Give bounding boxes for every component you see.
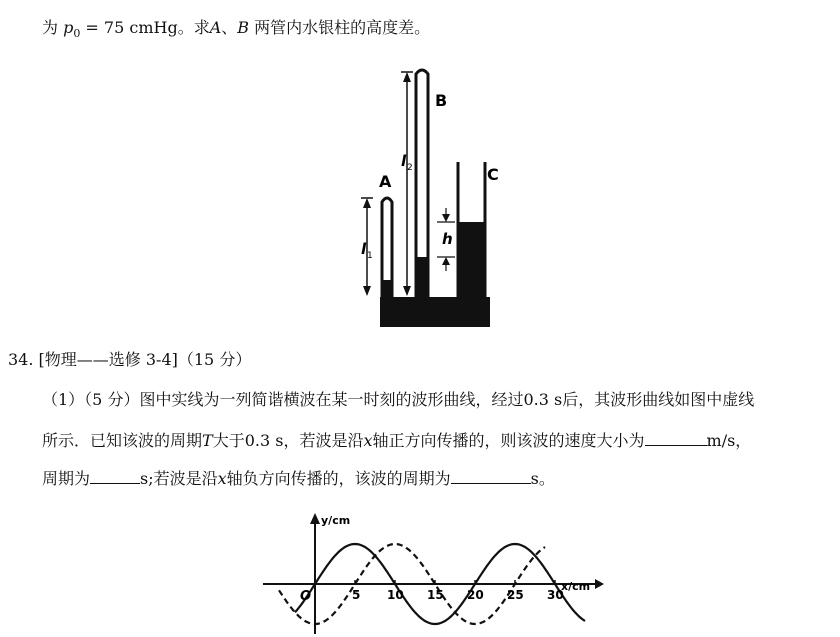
- p0-symbol: p: [63, 18, 74, 37]
- p2-period-symbol: T: [202, 431, 213, 450]
- x-axis-label: x/cm: [561, 580, 591, 593]
- p3-text-a: 周期为: [42, 469, 91, 488]
- p2-text-b: 大于: [212, 431, 245, 450]
- label-b: B: [435, 91, 448, 110]
- p3-text-c: 轴负方向传播的，该波的周期为: [226, 469, 451, 488]
- p3-text-b: s;若波是沿: [140, 469, 218, 488]
- p2-text-f: ，: [735, 431, 752, 450]
- y-axis-arrowhead: [310, 513, 320, 524]
- p2-text-a: 所示．已知该波的周期: [42, 431, 203, 450]
- l2-arrowhead-top: [403, 72, 411, 82]
- x-tick-label: 20: [467, 588, 484, 602]
- l1-arrowhead-top: [363, 198, 371, 208]
- l1-arrowhead-bottom: [363, 286, 371, 296]
- p3-x-symbol: x: [217, 469, 227, 488]
- question-34-line-2: [42, 430, 751, 451]
- intro-line: [42, 18, 430, 44]
- l2-arrowhead-bottom: [403, 286, 411, 296]
- label-l1-sub: 1: [367, 251, 373, 261]
- x-tick-label: 15: [427, 588, 444, 602]
- intro-text-c: 两管内水银柱的高度差。: [249, 18, 431, 37]
- u-tube-figure: [345, 62, 505, 332]
- period-answer-blank-2[interactable]: [451, 468, 531, 484]
- h-arrowhead-bottom: [442, 257, 450, 265]
- intro-tube-b: B: [237, 18, 250, 37]
- label-l2: l: [401, 152, 407, 170]
- x-tick-label: 30: [547, 588, 564, 602]
- intro-tube-a: A: [209, 18, 222, 37]
- question-34-line-3: [42, 468, 555, 489]
- h-arrowhead-top: [442, 214, 450, 222]
- intro-sep: 、: [221, 18, 238, 37]
- p2-time: 0.3 s: [244, 431, 284, 450]
- x-tick-label: 10: [387, 588, 404, 602]
- origin-label: O: [300, 589, 312, 604]
- intro-text-b: 。求: [177, 18, 210, 37]
- x-tick-label: 5: [352, 588, 361, 602]
- p0-value: = 75 cmHg: [80, 18, 178, 37]
- question-34-title: 34. [物理——选修 3-4]（15 分）: [8, 350, 252, 369]
- p2-text-d: ，若波是沿: [283, 431, 364, 450]
- intro-text-a: 为: [42, 18, 64, 37]
- p1-time: 0.3 s: [523, 390, 563, 409]
- tube-a-mercury: [383, 280, 391, 300]
- p2-unit: m/s: [706, 431, 736, 450]
- mercury-base: [380, 297, 490, 327]
- y-axis-label: y/cm: [321, 514, 351, 527]
- x-axis-arrowhead: [595, 579, 604, 589]
- label-c: C: [487, 165, 499, 184]
- label-h: h: [442, 230, 453, 248]
- p2-text-e: 轴正方向传播的，则该波的速度大小为: [372, 431, 645, 450]
- p1-text-a: （1）（5 分）图中实线为一列简谐横波在某一时刻的波形曲线，经过: [42, 390, 524, 409]
- label-l1: l: [361, 240, 367, 258]
- label-a: A: [379, 172, 392, 191]
- period-answer-blank-1[interactable]: [90, 468, 140, 484]
- p0-subscript: 0: [73, 27, 81, 41]
- tube-c-mercury: [459, 222, 484, 299]
- wave-figure: [255, 508, 605, 636]
- p2-x-symbol: x: [363, 431, 373, 450]
- x-tick-label: 25: [507, 588, 524, 602]
- tube-b-mercury: [417, 257, 427, 299]
- p3-text-d: s。: [530, 469, 555, 488]
- label-l2-sub: 2: [407, 163, 413, 173]
- speed-answer-blank[interactable]: [645, 430, 707, 446]
- p1-text-c: 后，其波形曲线如图中虚线: [562, 390, 755, 409]
- question-34-line-1: [42, 390, 754, 410]
